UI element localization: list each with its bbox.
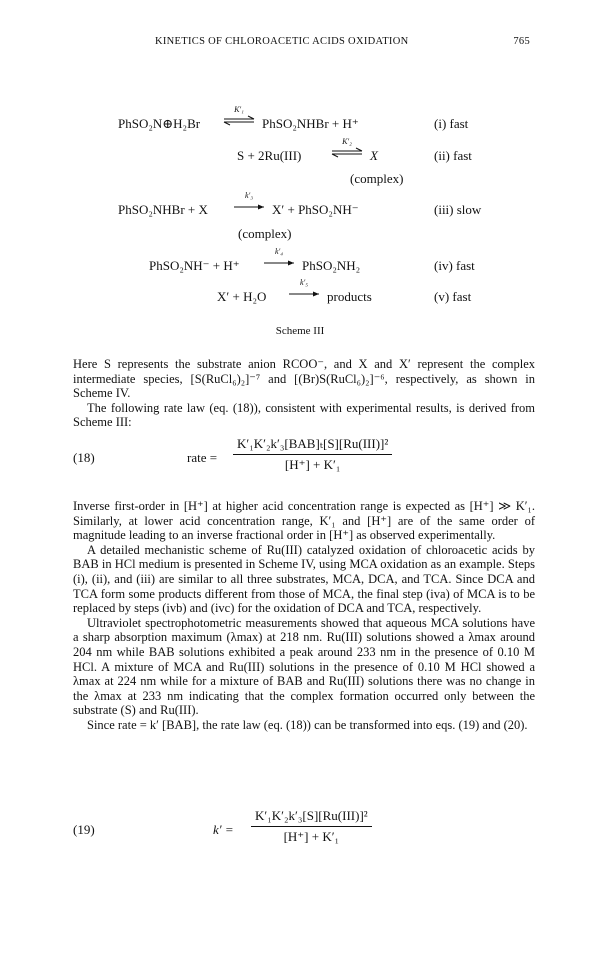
equation-number: (19) [73,822,95,837]
paragraph: A detailed mechanistic scheme of Ru(III) catalyzed oxidation of chloroacetic acids by BAB in HCl medium is presented in Scheme IV, using MCA oxidation as an example. Steps (i), (ii), and (iii) are similar to all three substrates, MCA, DCA, and TCA. Since DCA and TCA form some products different from those of MCA, the final step (iva) of MCA is to be replaced by steps (ivb) and (ivc) for the oxidation of DCA and TCA, respectively. [73,542,535,616]
forward-arrow-icon [262,247,296,271]
rate-constant-label: K′₁ [234,105,244,114]
page-number: 765 [513,36,530,47]
rate-constant-label: K′₂ [342,137,352,146]
equation-numerator: K′₁K′₂k′₃[S][Ru(III)]² [251,808,372,827]
equation-numerator: K′₁K′₂k′₃[BAB]ₜ[S][Ru(III)]² [233,436,392,455]
equation-number: (18) [73,450,95,465]
paragraph: Here S represents the substrate anion RCOO⁻, and X and X′ represent the complex intermediate species, [S(RuCl₆)₂]⁻⁷ and [(Br)S(RuCl₆)₂]⁻⁶, respectively, as shown in Scheme IV. [73,357,535,401]
reaction-rhs: X′ + PhSO₂NH⁻ [272,202,359,217]
equation-fraction [233,436,392,473]
reaction-rhs: X [370,148,378,163]
body-text-2 [73,499,535,733]
equation-19 [73,808,535,856]
equilibrium-arrow-icon [222,105,256,129]
equation-18 [73,436,535,484]
paragraph: Since rate = k′ [BAB], the rate law (eq. (18)) can be transformed into eqs. (19) and (20). [87,717,528,732]
equation-lhs: rate = [187,450,218,465]
reaction-rhs: products [327,289,372,304]
equation-fraction [251,808,372,845]
equation-lhs: k′ = [213,822,234,837]
reaction-condition: (iii) slow [434,202,482,217]
forward-arrow-icon [232,191,266,215]
equilibrium-arrow-icon [330,137,364,161]
complex-note: (complex) [350,171,404,186]
equation-denominator: [H⁺] + K′₁ [284,457,341,472]
rate-constant-label: k′₃ [244,191,254,200]
running-title: KINETICS OF CHLOROACETIC ACIDS OXIDATION [155,36,409,47]
reaction-lhs: PhSO₂NH⁻ + H⁺ [149,258,240,273]
reaction-lhs: X′ + H₂O [217,289,267,304]
scheme-label: Scheme III [275,325,325,337]
rate-constant-label: k′₄ [274,247,284,256]
equation-denominator: [H⁺] + K′₁ [283,829,340,844]
complex-note: (complex) [238,226,292,241]
reaction-condition: (v) fast [434,289,472,304]
paragraph: Ultraviolet spectrophotometric measurements showed that aqueous MCA solutions have a sharp absorption maximum (λmax) at 218 nm. Ru(III) solutions showed a λmax around 204 nm while BAB solutions exhibited a peak around 233 nm in the presence of 0.10 M HCl. A mixture of MCA and Ru(III) solutions in the presence of 0.10 M HCl showed a λmax at 224 nm while for a mixture of BAB and Ru(III) solutions there was no change in the λmax at 233 nm indicating that the complex formation occurred only between the substrate (S) and Ru(III). [73,615,535,718]
reaction-lhs: S + 2Ru(III) [237,148,302,163]
body-text-1 [73,357,535,430]
reaction-condition: (i) fast [434,116,469,131]
forward-arrow-icon [287,278,321,302]
reaction-condition: (ii) fast [434,148,472,163]
reaction-rhs: PhSO₂NH₂ [302,258,361,273]
paragraph: The following rate law (eq. (18)), consistent with experimental results, is derived from Scheme III: [73,400,535,430]
paragraph: Inverse first-order in [H⁺] at higher acid concentration range is expected as [H⁺] ≫ K′₁. Similarly, at lower acid concentration range, K′₁ and [H⁺] are of the same order of magnitude leading to an inverse fractional order in [H⁺] as observed experimentally. [73,499,535,543]
reaction-rhs: PhSO₂NHBr + H⁺ [262,116,359,131]
rate-constant-label: k′₅ [299,278,309,287]
reaction-condition: (iv) fast [434,258,475,273]
reaction-lhs: PhSO₂NHBr + X [118,202,208,217]
reaction-lhs: PhSO₂N⊕H₂Br [118,116,201,131]
